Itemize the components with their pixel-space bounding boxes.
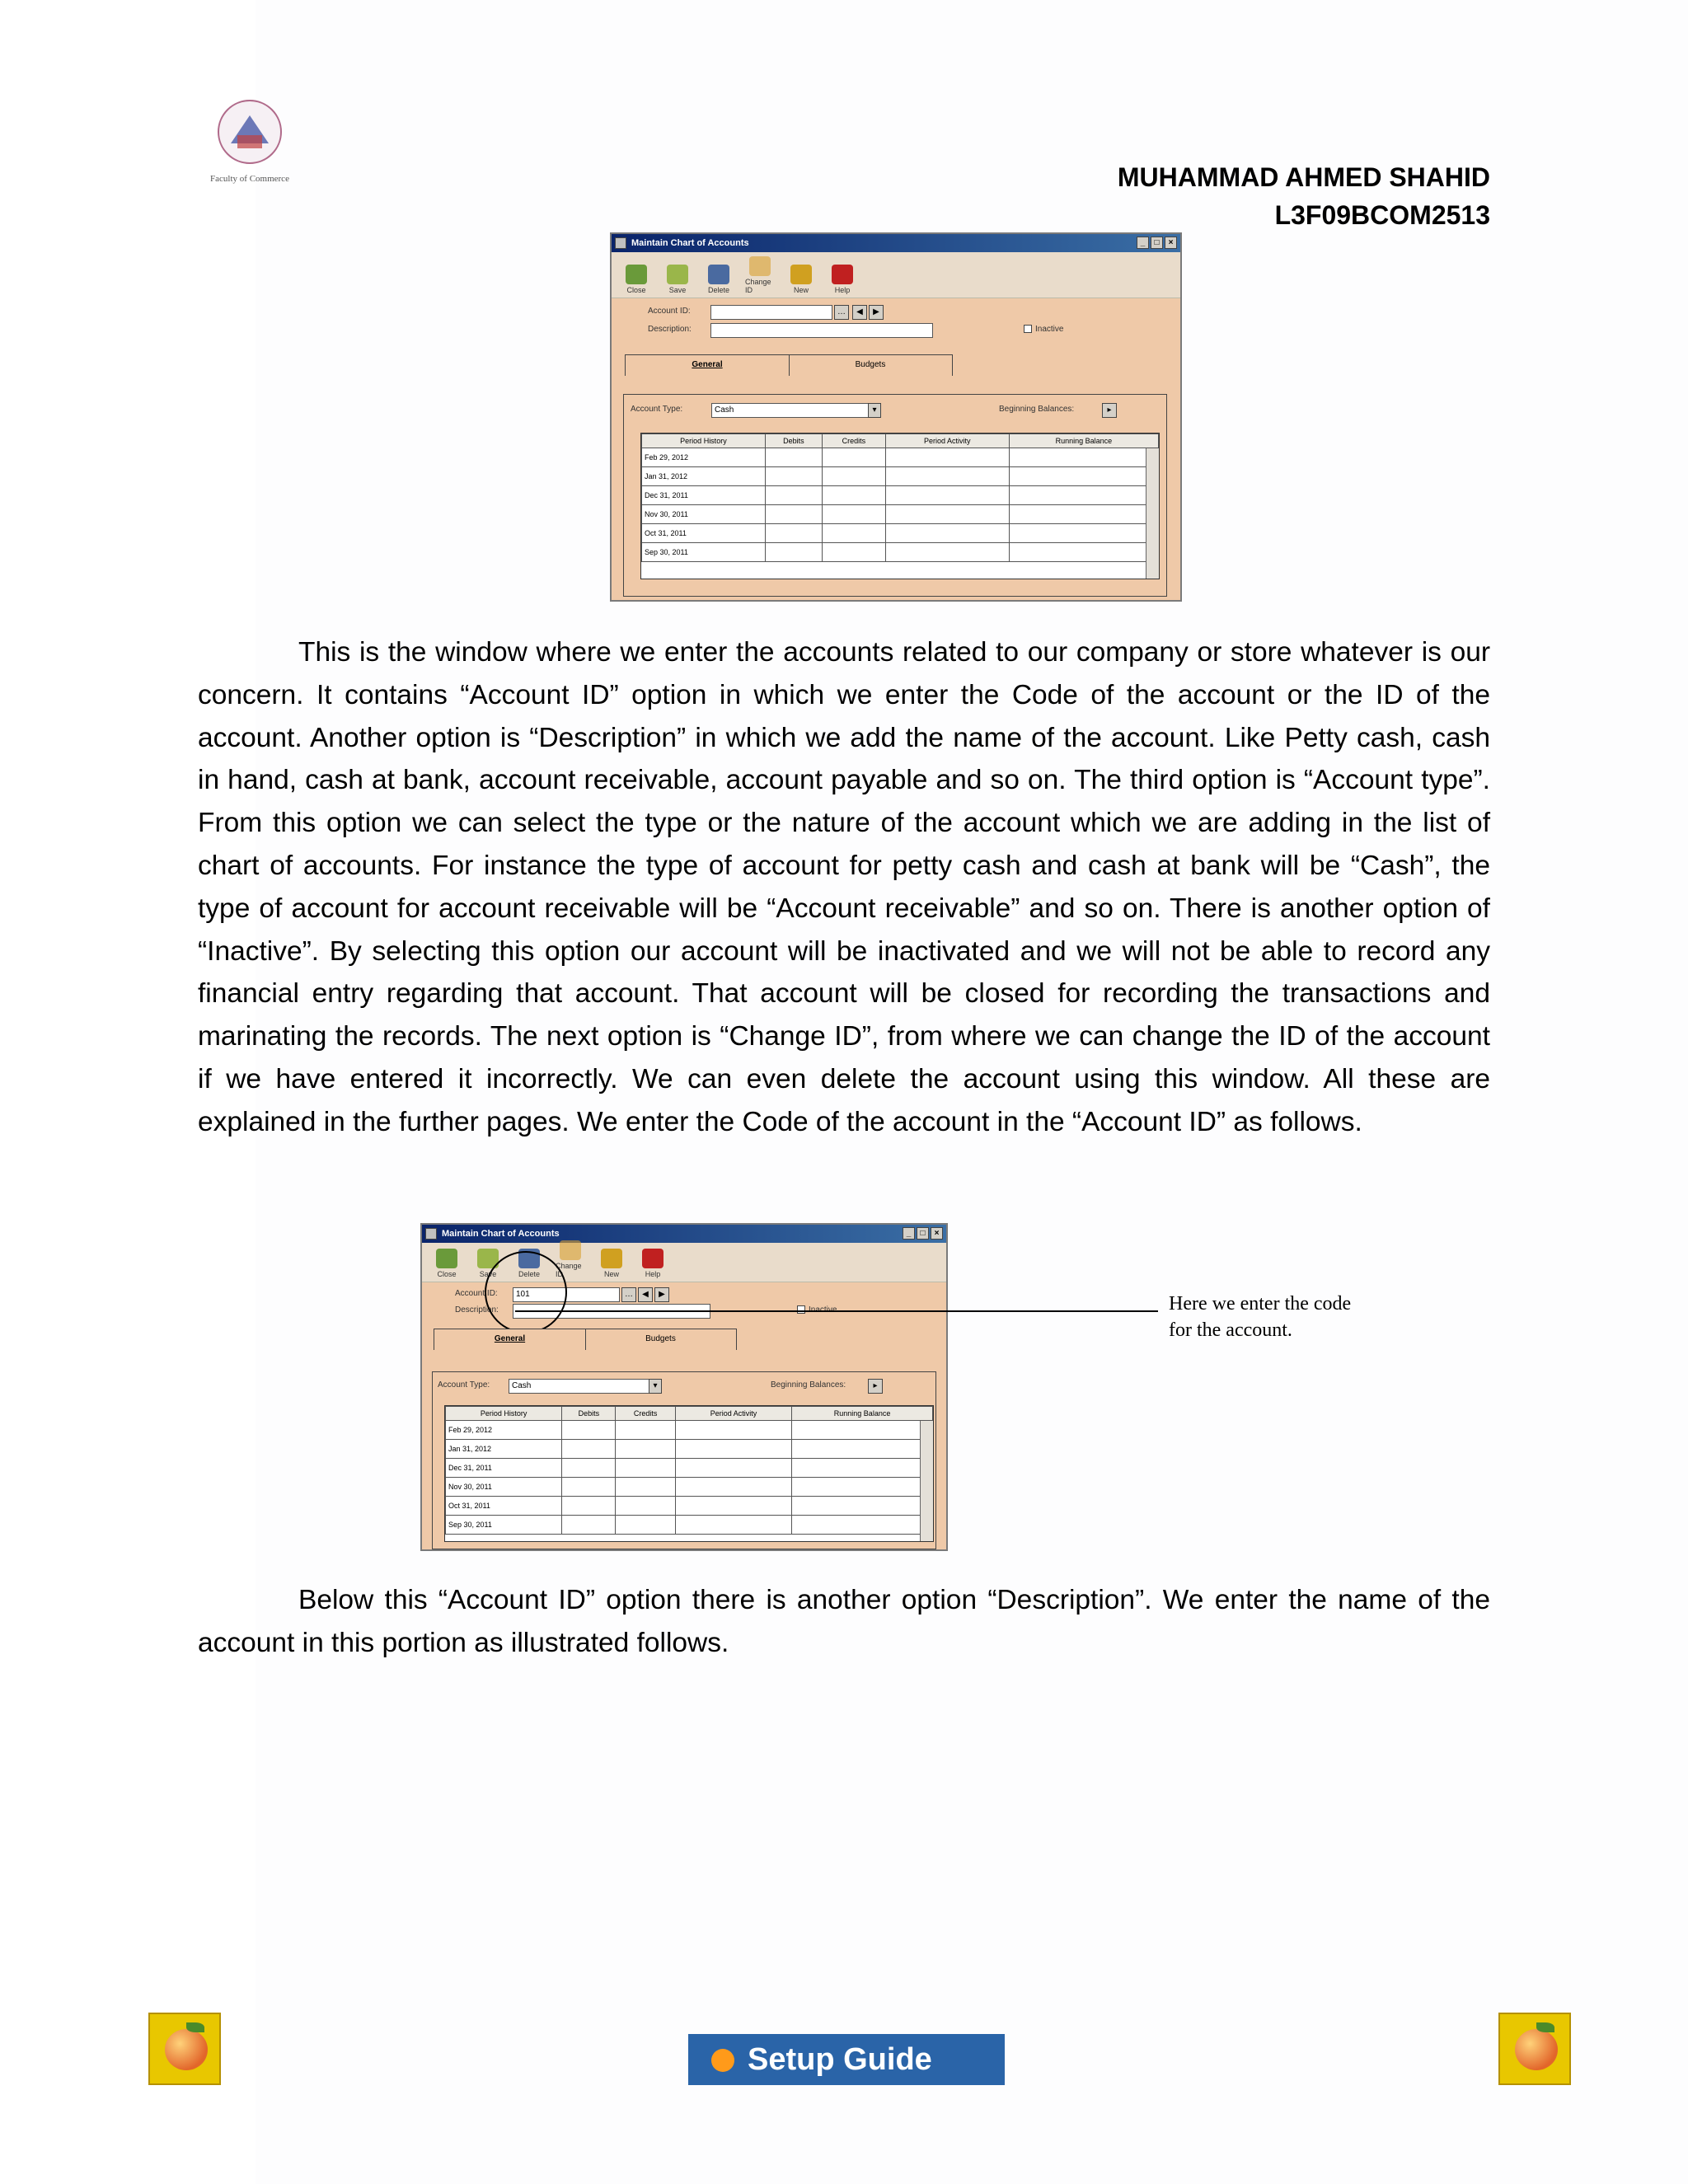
- new-button: New: [786, 265, 816, 294]
- change-id-button: Change ID: [745, 256, 775, 294]
- lookup-icon: …: [834, 305, 849, 320]
- period-history-grid: [444, 1405, 934, 1542]
- dropdown-arrow-icon: ▾: [649, 1379, 662, 1394]
- grid-scrollbar: [1146, 448, 1159, 579]
- grid-scrollbar: [920, 1421, 933, 1541]
- table-row: Jan 31, 2012: [642, 467, 1159, 486]
- close-button: Close: [432, 1249, 462, 1278]
- delete-button: Delete: [704, 265, 734, 294]
- annotation-line: [515, 1310, 1158, 1312]
- change-id-button: Change ID: [556, 1240, 585, 1278]
- col-period-activity: Period Activity: [675, 1407, 791, 1421]
- col-period-activity: Period Activity: [885, 434, 1009, 448]
- app-icon: [425, 1228, 437, 1240]
- delete-icon: [708, 265, 729, 284]
- prev-arrow-icon: ◀: [852, 305, 867, 320]
- account-type-label: Account Type:: [631, 405, 683, 414]
- table-row: Jan 31, 2012: [446, 1440, 933, 1459]
- maximize-icon: □: [1151, 237, 1163, 249]
- delete-button: Delete: [514, 1249, 544, 1278]
- screenshot-chart-of-accounts: [610, 232, 1182, 602]
- save-button: Save: [663, 265, 692, 294]
- orange-dot-icon: [711, 2049, 734, 2072]
- minimize-icon: _: [1137, 237, 1149, 249]
- toolbar: [612, 252, 1180, 298]
- window-title: Maintain Chart of Accounts: [631, 238, 749, 248]
- window-titlebar: [422, 1225, 946, 1243]
- university-logo: [196, 92, 303, 187]
- table-row: Sep 30, 2011: [446, 1516, 933, 1535]
- col-running-balance: Running Balance: [792, 1407, 933, 1421]
- setup-guide-banner: Setup Guide: [688, 2034, 1005, 2085]
- description-field: [710, 323, 933, 338]
- description-label: Description:: [455, 1305, 499, 1315]
- tab-general: General: [434, 1329, 586, 1350]
- lookup-icon: …: [621, 1287, 636, 1302]
- col-period-history: Period History: [642, 434, 766, 448]
- table-row: Oct 31, 2011: [446, 1497, 933, 1516]
- beginning-balances-button: ▸: [868, 1379, 883, 1394]
- account-id-label: Account ID:: [648, 307, 691, 316]
- col-debits: Debits: [765, 434, 822, 448]
- save-icon: [667, 265, 688, 284]
- close-tool-icon: [626, 265, 647, 284]
- window-controls: [903, 1227, 943, 1240]
- close-tool-icon: [436, 1249, 457, 1268]
- description-label: Description:: [648, 325, 692, 334]
- account-type-label: Account Type:: [438, 1380, 490, 1390]
- table-row: Dec 31, 2011: [642, 486, 1159, 505]
- peach-logo-icon: [1498, 2013, 1571, 2085]
- annotation-text: Here we enter the code for the account.: [1169, 1293, 1352, 1341]
- author-id: L3F09BCOM2513: [1274, 200, 1490, 230]
- account-id-field: [710, 305, 832, 320]
- author-block: [1118, 158, 1490, 234]
- close-icon: ×: [931, 1227, 943, 1240]
- paragraph-description: Below this “Account ID” option there is another option “Description”. We enter the name of the account in this portion as illustrated follows.: [198, 1585, 1490, 1658]
- next-arrow-icon: ▶: [654, 1287, 669, 1302]
- table-row: Feb 29, 2012: [642, 448, 1159, 467]
- dropdown-arrow-icon: ▾: [868, 403, 881, 418]
- table-row: Dec 31, 2011: [446, 1459, 933, 1478]
- account-id-field: 101: [513, 1287, 620, 1302]
- general-panel: [432, 1371, 936, 1549]
- close-button: Close: [621, 265, 651, 294]
- beginning-balances-button: ▸: [1102, 403, 1117, 418]
- close-icon: ×: [1165, 237, 1177, 249]
- change-id-icon: [560, 1240, 581, 1260]
- tab-strip: [422, 1325, 946, 1348]
- minimize-icon: _: [903, 1227, 915, 1240]
- new-icon: [601, 1249, 622, 1268]
- table-row: Sep 30, 2011: [642, 543, 1159, 562]
- prev-arrow-icon: ◀: [638, 1287, 653, 1302]
- svg-text:Faculty of Commerce: Faculty of Commerce: [210, 174, 289, 184]
- col-period-history: Period History: [446, 1407, 562, 1421]
- window-titlebar: [612, 234, 1180, 252]
- table-row: Oct 31, 2011: [642, 524, 1159, 543]
- general-panel: [623, 394, 1167, 597]
- beginning-balances-label: Beginning Balances:: [999, 405, 1075, 414]
- paragraph-explanation: This is the window where we enter the accounts related to our company or store whatever is our concern. It contains “Account ID” option in which we enter the Code of the account or the ID of the account. Another option is “Description” in which we add the name of the account. Like Petty cash, cash in hand, cash at bank, account receivable, account payable and so on. The third option is “Account type”. From this option we can select the type or the nature of the account which we are adding in the list of chart of accounts. For instance the type of account for petty cash and cash at bank will be “Cash”, the type of account for account receivable will be “Account receivable” and so on. There is another option of “Inactive”. By selecting this option our account will be inactivated and we will not be able to record any financial entry regarding that account. That account will be closed for recording the transactions and marinating the records. The next option is “Change ID”, from where we can change the ID of the account if we have entered it incorrectly. We can even delete the account using this window. All these are explained in the further pages. We enter the Code of the account in the “Account ID” as follows.: [198, 637, 1490, 1137]
- help-icon: [642, 1249, 663, 1268]
- account-type-select: Cash: [509, 1379, 657, 1394]
- tab-strip: [612, 351, 1180, 374]
- help-button: Help: [638, 1249, 668, 1278]
- change-id-icon: [749, 256, 771, 276]
- peach-logo-icon: [148, 2013, 221, 2085]
- new-icon: [790, 265, 812, 284]
- beginning-balances-label: Beginning Balances:: [771, 1380, 846, 1390]
- inactive-checkbox: Inactive: [1024, 325, 1063, 334]
- new-button: New: [597, 1249, 626, 1278]
- author-name: MUHAMMAD AHMED SHAHID: [1117, 162, 1490, 192]
- annotation-circle: [485, 1251, 567, 1333]
- col-running-balance: Running Balance: [1009, 434, 1158, 448]
- app-icon: [615, 237, 626, 249]
- col-credits: Credits: [822, 434, 885, 448]
- help-icon: [832, 265, 853, 284]
- next-arrow-icon: ▶: [869, 305, 884, 320]
- window-controls: [1137, 237, 1177, 249]
- period-history-grid: [640, 433, 1160, 579]
- col-credits: Credits: [616, 1407, 675, 1421]
- maximize-icon: □: [917, 1227, 929, 1240]
- tab-budgets: Budgets: [788, 354, 953, 376]
- account-id-label: Account ID:: [455, 1289, 498, 1298]
- window-title: Maintain Chart of Accounts: [442, 1229, 560, 1239]
- col-debits: Debits: [562, 1407, 616, 1421]
- account-fields: [612, 298, 1180, 351]
- tab-budgets: Budgets: [584, 1329, 737, 1350]
- account-type-select: Cash: [711, 403, 876, 418]
- table-row: Nov 30, 2011: [642, 505, 1159, 524]
- table-row: Feb 29, 2012: [446, 1421, 933, 1440]
- tab-general: General: [625, 354, 790, 376]
- table-row: Nov 30, 2011: [446, 1478, 933, 1497]
- help-button: Help: [828, 265, 857, 294]
- save-button: Save: [473, 1249, 503, 1278]
